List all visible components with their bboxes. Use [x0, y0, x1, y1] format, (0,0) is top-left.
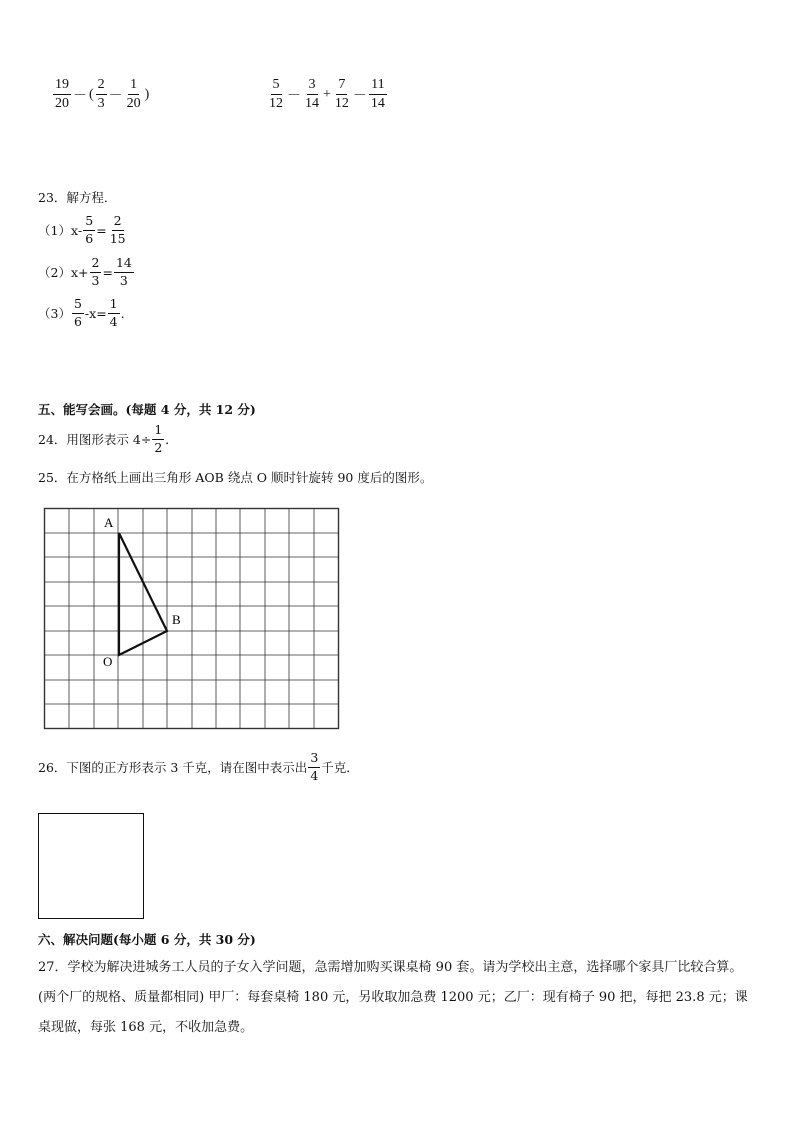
fraction: $\frac{11}{14}$ [370, 77, 385, 111]
fraction: $\frac{1}{2}$ [154, 422, 163, 455]
section-6-title: 六、解决问题(每小题 6 分，共 30 分) [38, 932, 256, 947]
equation-3: （3） $\frac{5}{6}$ -x = $\frac{1}{4}$ . [38, 296, 125, 329]
square-box [38, 813, 144, 919]
grid-figure [40, 506, 342, 732]
question-26: 26．下图的正方形表示 3 千克，请在图中表示出 $\frac{3}{4}$ 千克． [38, 750, 359, 783]
fraction: $\frac{5}{6}$ [73, 296, 82, 329]
fraction: $\frac{7}{12}$ [334, 77, 349, 111]
expression-2: $\frac{5}{12}$ － $\frac{3}{14}$ + $\frac{7}{12}$ － $\frac{11}{14}$ [269, 77, 385, 111]
label-o: O [103, 654, 113, 669]
label-a: A [104, 515, 114, 530]
fraction: $\frac{5}{12}$ [269, 77, 283, 111]
fraction: $\frac{14}{3}$ [115, 255, 132, 288]
fraction: $\frac{3}{4}$ [310, 750, 319, 783]
grid-lines [45, 509, 339, 729]
equation-2: （2） x + $\frac{2}{3}$ = $\frac{14}{3}$ [38, 255, 132, 288]
fraction: $\frac{3}{14}$ [305, 77, 319, 111]
fraction: $\frac{2}{3}$ [91, 255, 100, 288]
equation-1: （1） x - $\frac{5}{6}$ = $\frac{2}{15}$ [38, 213, 126, 246]
fraction: $\frac{2}{15}$ [109, 213, 126, 246]
fraction: $\frac{2}{3}$ [97, 77, 105, 111]
label-b: B [172, 612, 181, 627]
expression-1: $\frac{19}{20}$ － ( $\frac{2}{3}$ － $\frac{1}{20}$ ) [55, 77, 150, 111]
question-23-title: 23．解方程． [38, 190, 117, 205]
question-25: 25．在方格纸上画出三角形 AOB 绕点 O 顺时针旋转 90 度后的图形。 [38, 470, 433, 485]
fraction: $\frac{1}{20}$ [126, 77, 141, 111]
fraction: $\frac{1}{4}$ [109, 296, 118, 329]
section-5-title: 五、能写会画。(每题 4 分，共 12 分) [38, 402, 256, 417]
grid-border [45, 509, 339, 729]
question-24: 24．用图形表示 4÷ $\frac{1}{2}$ ． [38, 422, 178, 455]
fraction: $\frac{5}{6}$ [85, 213, 94, 246]
question-27: 27．学校为解决进城务工人员的子女入学问题，急需增加购买课桌椅 90 套。请为学校出主意，选择哪个家具厂比较合算。(两个厂的规格、质量都相同) 甲厂：每套桌椅 180 元，另收取加急费 1200 元；乙厂：现有椅子 90 把，每把 23.8 元；课桌现做，每张 168 元，不收加急费。 [38, 960, 748, 1035]
fraction: $\frac{19}{20}$ [55, 77, 69, 111]
